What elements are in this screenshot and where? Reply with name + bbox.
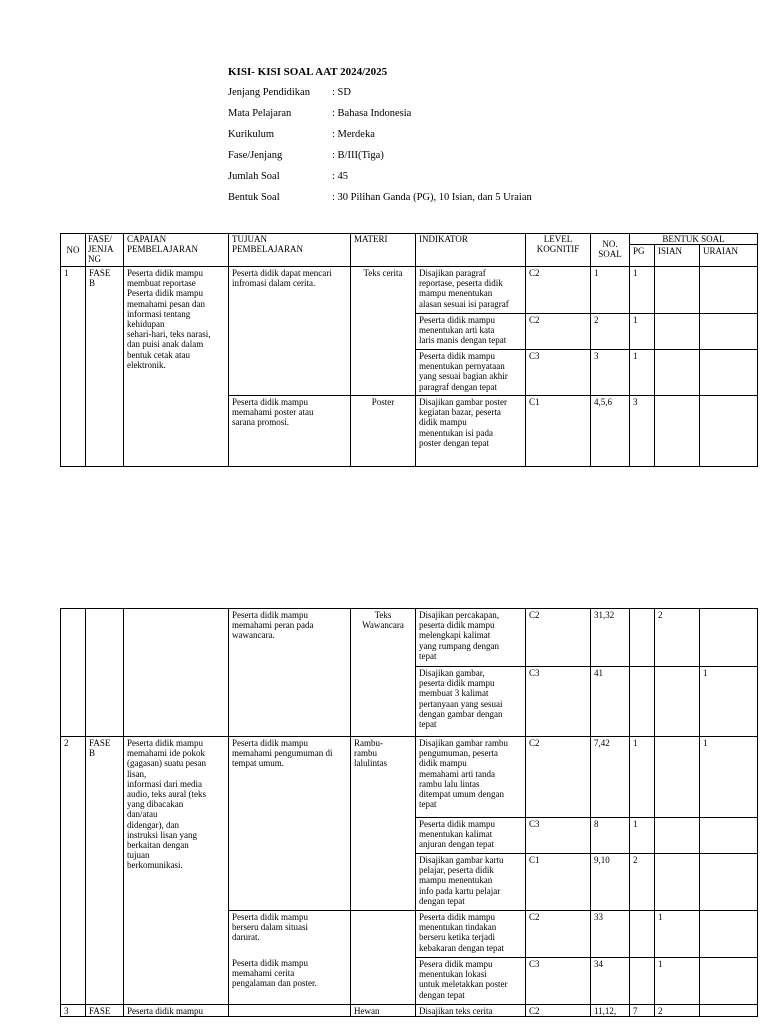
- row3-pg: 7: [633, 1006, 638, 1016]
- label-kurikulum: Kurikulum: [228, 129, 275, 140]
- row3-isian: 2: [658, 1006, 663, 1016]
- indikator-cell: Pesera didik mampu menentukan lokasi untuk meletakkan poster dengan tepat: [419, 959, 508, 1000]
- indikator-cell: Peserta didik mampu menentukan pernyataan yang sesuai bagian akhir paragraf dengan tepat: [419, 351, 508, 392]
- col-head-materi: MATERI: [354, 234, 388, 244]
- nosoal-cell: 7,42: [594, 738, 610, 748]
- row1-materi-b: Poster: [371, 397, 395, 407]
- nosoal-cell: 31,32: [594, 610, 615, 620]
- isian-cell: 1: [658, 912, 663, 922]
- document-title: KISI- KISI SOAL AAT 2024/2025: [228, 66, 388, 78]
- nosoal-cell: 3: [594, 351, 599, 361]
- nosoal-cell: 2: [594, 315, 599, 325]
- uraian-cell: 1: [703, 668, 708, 678]
- t2-tujuan-b: Peserta didik mampu memahami pengumuman di tempat umum.: [232, 738, 333, 769]
- row3-capaian: Peserta didik mampu: [127, 1006, 203, 1016]
- nosoal-cell: 33: [594, 912, 603, 922]
- row3-no: 3: [64, 1006, 69, 1016]
- t2-tujuan-a: Peserta didik mampu memahami peran pada wawancara.: [232, 610, 314, 641]
- level-cell: C3: [529, 668, 540, 678]
- col-head-uraian: URAIAN: [703, 246, 738, 256]
- col-head-tujuan: TUJUAN PEMBELAJARAN: [232, 234, 304, 255]
- indikator-cell: Disajikan gambar poster kegiatan bazar, peserta didik mampu menentukan isi pada poster dengan tepat: [419, 397, 507, 448]
- level-cell: C2: [529, 315, 540, 325]
- nosoal-cell: 4,5,6: [594, 397, 612, 407]
- label-jenjang: Jenjang Pendidikan: [228, 87, 310, 98]
- indikator-cell: Peserta didik mampu menentukan arti kata laris manis dengan tepat: [419, 315, 507, 346]
- row1-tujuan-a: Peserta didik dapat mencari infromasi dalam cerita.: [232, 268, 332, 289]
- col-head-no: NO: [66, 245, 80, 255]
- col-head-capaian: CAPAIAN PEMBELAJARAN: [127, 234, 199, 255]
- row1-materi-a: Teks cerita: [363, 268, 403, 278]
- level-cell: C3: [529, 959, 540, 969]
- t2-materi-a: Teks Wawancara: [362, 610, 404, 631]
- nosoal-cell: 9,10: [594, 855, 610, 865]
- value-mapel: : Bahasa Indonesia: [332, 108, 412, 119]
- row1-capaian: Peserta didik mampu membuat reportase Peserta didik mampu memahami pesan dan informasi tentang kehidupan sehari-hari, teks narasi, dan puisi anak dalam bentuk cetak atau elektronik.: [127, 268, 211, 370]
- row1-no: 1: [64, 268, 69, 278]
- level-cell: C2: [529, 268, 540, 278]
- t2-tujuan-d: Peserta didik mampu memahami cerita pengalaman dan poster.: [232, 958, 317, 989]
- row2-no: 2: [64, 738, 69, 748]
- row3-level: C2: [529, 1006, 540, 1016]
- t2-tujuan-c: Peserta didik mampu berseru dalam situasi darurat.: [232, 912, 308, 943]
- level-cell: C2: [529, 912, 540, 922]
- indikator-cell: Disajikan gambar kartu pelajar, peserta didik mampu menentukan info pada kartu pelajar dengan tepat: [419, 855, 504, 906]
- indikator-cell: Disajikan paragraf reportase, peserta didik mampu menentukan alasan sesuai isi paragraf: [419, 268, 509, 309]
- isian-cell: 1: [658, 959, 663, 969]
- value-bentuk: : 30 Pilihan Ganda (PG), 10 Isian, dan 5 Uraian: [332, 192, 532, 203]
- value-jumlah: : 45: [332, 171, 349, 182]
- pg-cell: 3: [633, 397, 638, 407]
- row1-tujuan-b: Peserta didik mampu memahami poster atau sarana promosi.: [232, 397, 314, 428]
- isian-cell: 2: [658, 610, 663, 620]
- level-cell: C2: [529, 738, 540, 748]
- value-jenjang: : SD: [332, 87, 351, 98]
- indikator-cell: Disajikan gambar rambu pengumuman, peserta didik mampu memahami arti tanda rambu lalu lintas ditempat umum dengan tepat: [419, 738, 508, 810]
- indikator-cell: Disajikan gambar, peserta didik mampu membuat 3 kalimat pertanyaan yang sesuai dengan gambar dengan tepat: [419, 668, 503, 730]
- uraian-cell: 1: [703, 738, 708, 748]
- label-fase: Fase/Jenjang: [228, 150, 283, 161]
- label-jumlah: Jumlah Soal: [228, 171, 280, 182]
- col-head-level: LEVEL KOGNITIF: [536, 234, 580, 255]
- level-cell: C3: [529, 351, 540, 361]
- col-head-bentuk: BENTUK SOAL: [662, 234, 725, 244]
- value-kurikulum: : Merdeka: [332, 129, 375, 140]
- pg-cell: 1: [633, 315, 638, 325]
- level-cell: C3: [529, 819, 540, 829]
- pg-cell: 1: [633, 738, 638, 748]
- nosoal-cell: 8: [594, 819, 599, 829]
- row3-fase: FASE: [89, 1006, 111, 1016]
- row1-fase: FASE B: [89, 268, 111, 289]
- level-cell: C2: [529, 610, 540, 620]
- row3-indikator: Disajikan teks cerita: [419, 1006, 493, 1016]
- row3-nosoal: 11,12,: [594, 1006, 617, 1016]
- label-bentuk: Bentuk Soal: [228, 192, 280, 203]
- col-head-nosoal: NO. SOAL: [598, 239, 622, 260]
- nosoal-cell: 1: [594, 268, 599, 278]
- col-head-indikator: INDIKATOR: [419, 234, 468, 244]
- label-mapel: Mata Pelajaran: [228, 108, 292, 119]
- level-cell: C1: [529, 397, 540, 407]
- col-head-isian: ISIAN: [658, 246, 682, 256]
- row2-fase: FASE B: [89, 738, 111, 759]
- row3-materi: Hewan: [354, 1006, 380, 1016]
- pg-cell: 1: [633, 268, 638, 278]
- nosoal-cell: 34: [594, 959, 603, 969]
- t2-materi-b: Rambu- rambu lalulintas: [354, 738, 387, 769]
- indikator-cell: Disajikan percakapan, peserta didik mampu melengkapi kalimat yang rumpang dengan tepat: [419, 610, 499, 661]
- col-head-fase: FASE/ JENJA NG: [88, 234, 114, 265]
- indikator-cell: Peserta didik mampu menentukan tindakan berseru ketika terjadi kebakaran dengan tepat: [419, 912, 504, 953]
- row2-capaian: Peserta didik mampu memahami ide pokok (gagasan) suatu pesan lisan, informasi dari media audio, teks aural (teks yang dibacakan dan/atau didengar), dan instruksi lisan yang berkaitan dengan tujuan berkomunikasi.: [127, 738, 206, 871]
- pg-cell: 1: [633, 819, 638, 829]
- pg-cell: 2: [633, 855, 638, 865]
- value-fase: : B/III(Tiga): [332, 150, 384, 161]
- nosoal-cell: 41: [594, 668, 603, 678]
- indikator-cell: Peserta didik mampu menentukan kalimat anjuran dengan tepat: [419, 819, 495, 850]
- col-head-pg: PG: [633, 246, 645, 256]
- level-cell: C1: [529, 855, 540, 865]
- pg-cell: 1: [633, 351, 638, 361]
